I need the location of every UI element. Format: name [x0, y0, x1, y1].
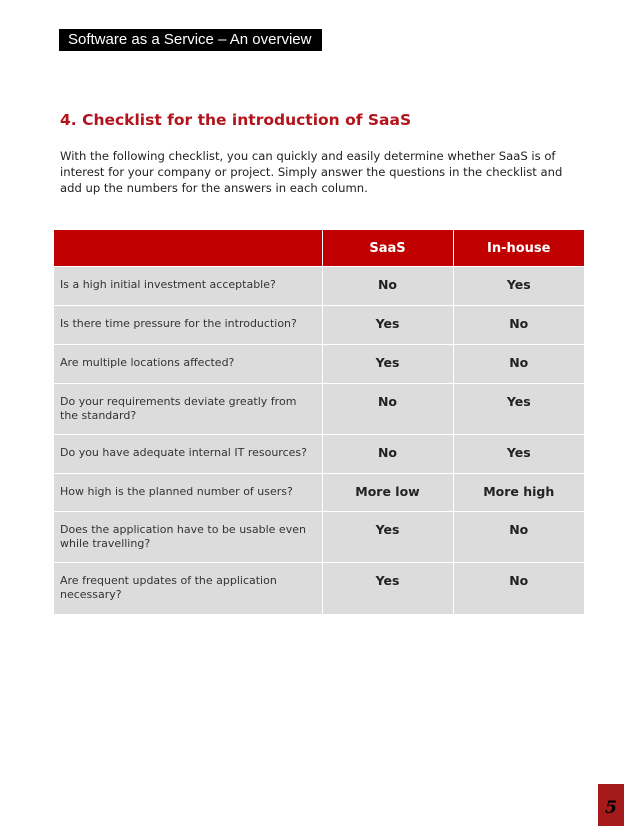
page-number-badge: 5 — [598, 784, 624, 826]
saas-answer-cell: Yes — [322, 512, 453, 563]
intro-paragraph: With the following checklist, you can quickly and easily determine whether SaaS is of interest for your company or project. Simply answer the questions in the checklist and add up the numbers for the answers in each column. — [60, 149, 563, 195]
question-cell: Are multiple locations affected? — [54, 345, 322, 384]
inhouse-answer-cell: Yes — [453, 435, 584, 474]
question-cell: Is there time pressure for the introduction? — [54, 306, 322, 345]
document-header-title: Software as a Service – An overview — [59, 29, 322, 51]
inhouse-answer-cell: No — [453, 563, 584, 614]
saas-answer-cell: Yes — [322, 306, 453, 345]
saas-answer-cell: Yes — [322, 345, 453, 384]
question-cell: How high is the planned number of users? — [54, 474, 322, 512]
question-cell: Is a high initial investment acceptable? — [54, 267, 322, 306]
inhouse-answer-cell: No — [453, 306, 584, 345]
saas-answer-cell: Yes — [322, 563, 453, 614]
section-title: 4. Checklist for the introduction of SaaS — [60, 111, 412, 129]
table-row — [54, 435, 584, 474]
column-header-saas: SaaS — [322, 230, 453, 267]
table-row — [54, 345, 584, 384]
column-header-question — [54, 230, 322, 267]
inhouse-answer-cell: More high — [453, 474, 584, 512]
table-row — [54, 384, 584, 435]
table-row — [54, 267, 584, 306]
inhouse-answer-cell: No — [453, 512, 584, 563]
saas-answer-cell: No — [322, 267, 453, 306]
table-row — [54, 306, 584, 345]
inhouse-answer-cell: No — [453, 345, 584, 384]
table-row — [54, 512, 584, 563]
column-header-inhouse: In-house — [453, 230, 584, 267]
question-cell: Does the application have to be usable even while travelling? — [54, 512, 322, 563]
table-row — [54, 474, 584, 512]
question-cell: Do your requirements deviate greatly from the standard? — [54, 384, 322, 435]
checklist-table — [54, 230, 584, 614]
inhouse-answer-cell: Yes — [453, 384, 584, 435]
question-cell: Are frequent updates of the application necessary? — [54, 563, 322, 614]
saas-answer-cell: No — [322, 435, 453, 474]
saas-answer-cell: No — [322, 384, 453, 435]
saas-answer-cell: More low — [322, 474, 453, 512]
inhouse-answer-cell: Yes — [453, 267, 584, 306]
table-row — [54, 563, 584, 614]
table-header-row — [54, 230, 584, 267]
question-cell: Do you have adequate internal IT resources? — [54, 435, 322, 474]
